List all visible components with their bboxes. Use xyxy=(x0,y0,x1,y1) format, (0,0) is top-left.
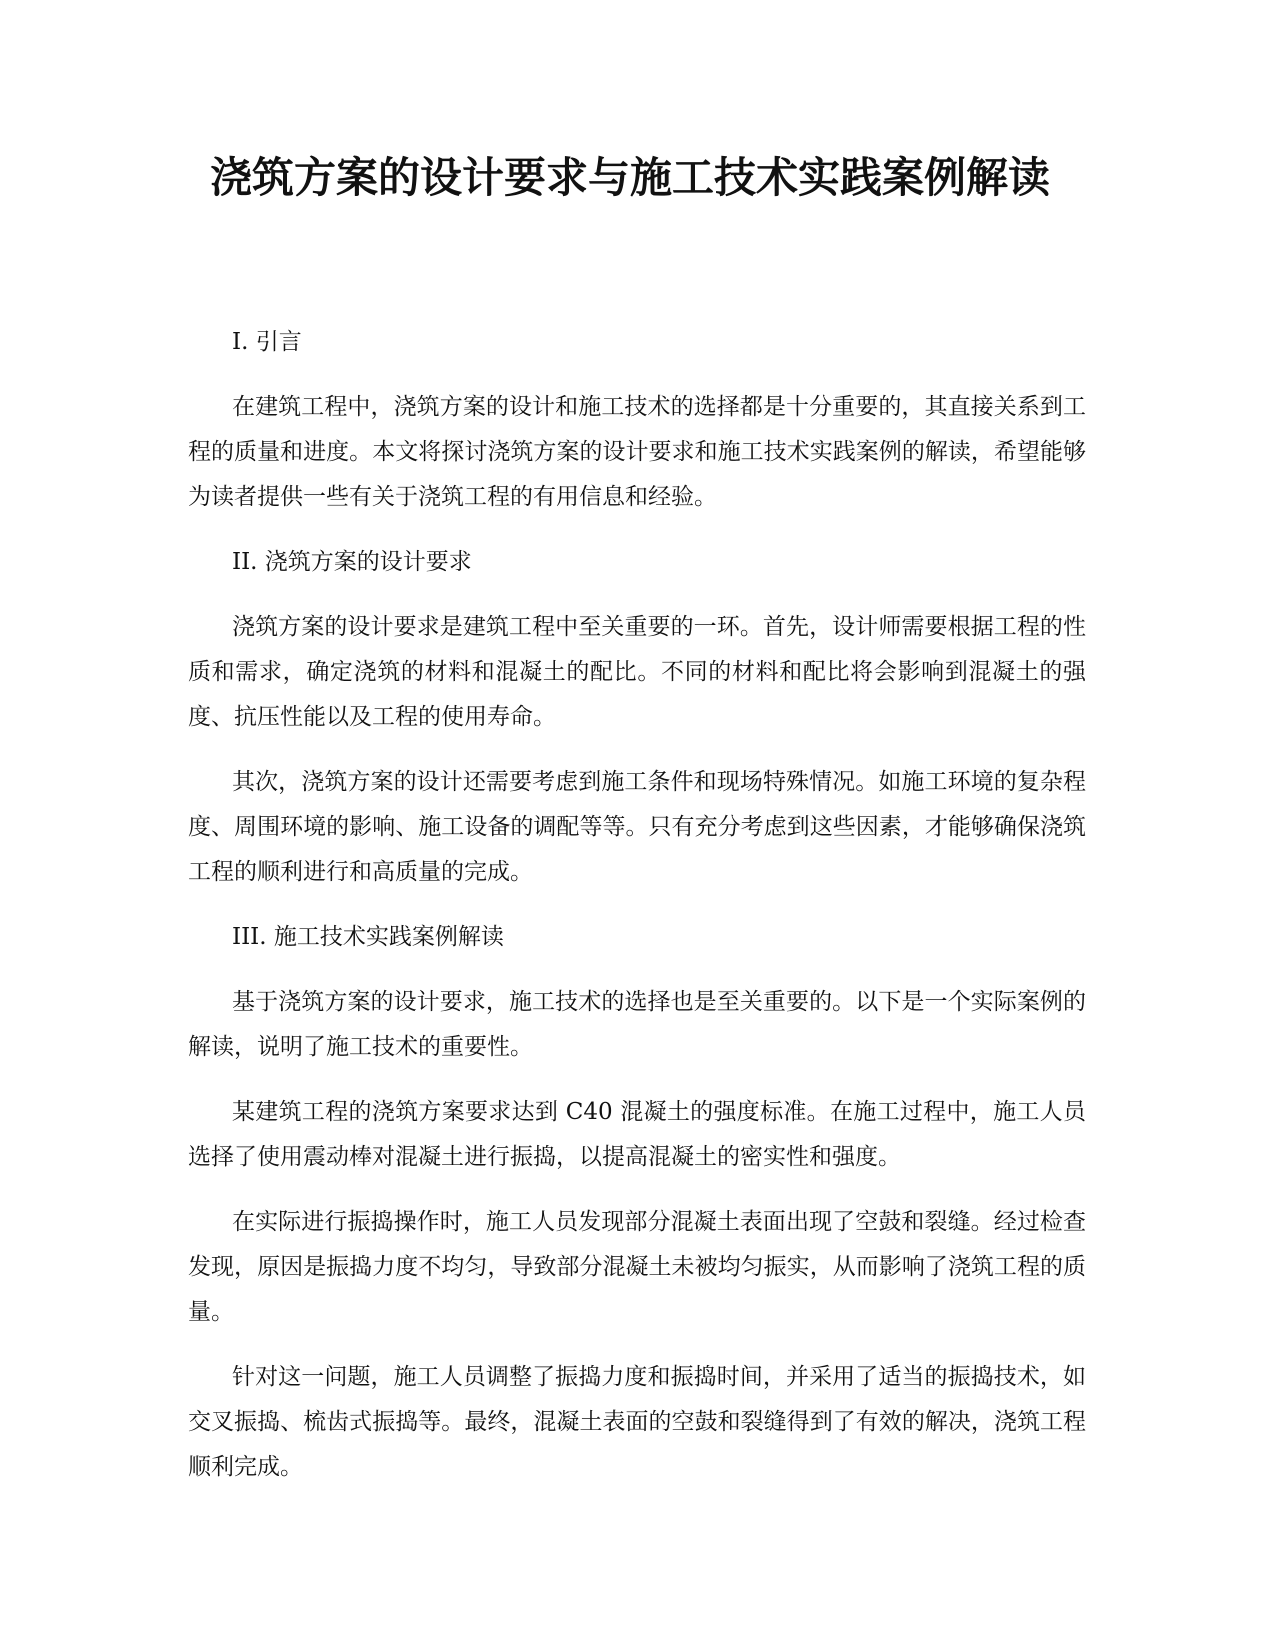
section-case-study xyxy=(188,915,1086,1490)
paragraph: 某建筑工程的浇筑方案要求达到 C40 混凝土的强度标准。在施工过程中，施工人员选择了使用震动棒对混凝土进行振捣，以提高混凝土的密实性和强度。 xyxy=(188,1099,1086,1170)
paragraph: 针对这一问题，施工人员调整了振捣力度和振捣时间，并采用了适当的振捣技术，如交叉振捣、梳齿式振捣等。最终，混凝土表面的空鼓和裂缝得到了有效的解决，浇筑工程顺利完成。 xyxy=(188,1364,1086,1480)
paragraph: 浇筑方案的设计要求是建筑工程中至关重要的一环。首先，设计师需要根据工程的性质和需求，确定浇筑的材料和混凝土的配比。不同的材料和配比将会影响到混凝土的强度、抗压性能以及工程的使用寿命。 xyxy=(188,614,1086,730)
paragraph: 在实际进行振捣操作时，施工人员发现部分混凝土表面出现了空鼓和裂缝。经过检查发现，原因是振捣力度不均匀，导致部分混凝土未被均匀振实，从而影响了浇筑工程的质量。 xyxy=(188,1209,1086,1325)
paragraph: 基于浇筑方案的设计要求，施工技术的选择也是至关重要的。以下是一个实际案例的解读，说明了施工技术的重要性。 xyxy=(188,989,1086,1060)
section-introduction xyxy=(188,320,1086,520)
section-heading: III. 施工技术实践案例解读 xyxy=(232,924,504,950)
document-body xyxy=(188,320,1086,1510)
section-heading: II. 浇筑方案的设计要求 xyxy=(232,549,472,575)
paragraph: 在建筑工程中，浇筑方案的设计和施工技术的选择都是十分重要的，其直接关系到工程的质量和进度。本文将探讨浇筑方案的设计要求和施工技术实践案例的解读，希望能够为读者提供一些有关于浇筑工程的有用信息和经验。 xyxy=(188,394,1086,510)
section-heading: I. 引言 xyxy=(232,329,302,355)
document-title: 浇筑方案的设计要求与施工技术实践案例解读 xyxy=(209,153,1050,202)
paragraph: 其次，浇筑方案的设计还需要考虑到施工条件和现场特殊情况。如施工环境的复杂程度、周围环境的影响、施工设备的调配等等。只有充分考虑到这些因素，才能够确保浇筑工程的顺利进行和高质量的完成。 xyxy=(188,769,1086,885)
section-design-requirements xyxy=(188,540,1086,895)
